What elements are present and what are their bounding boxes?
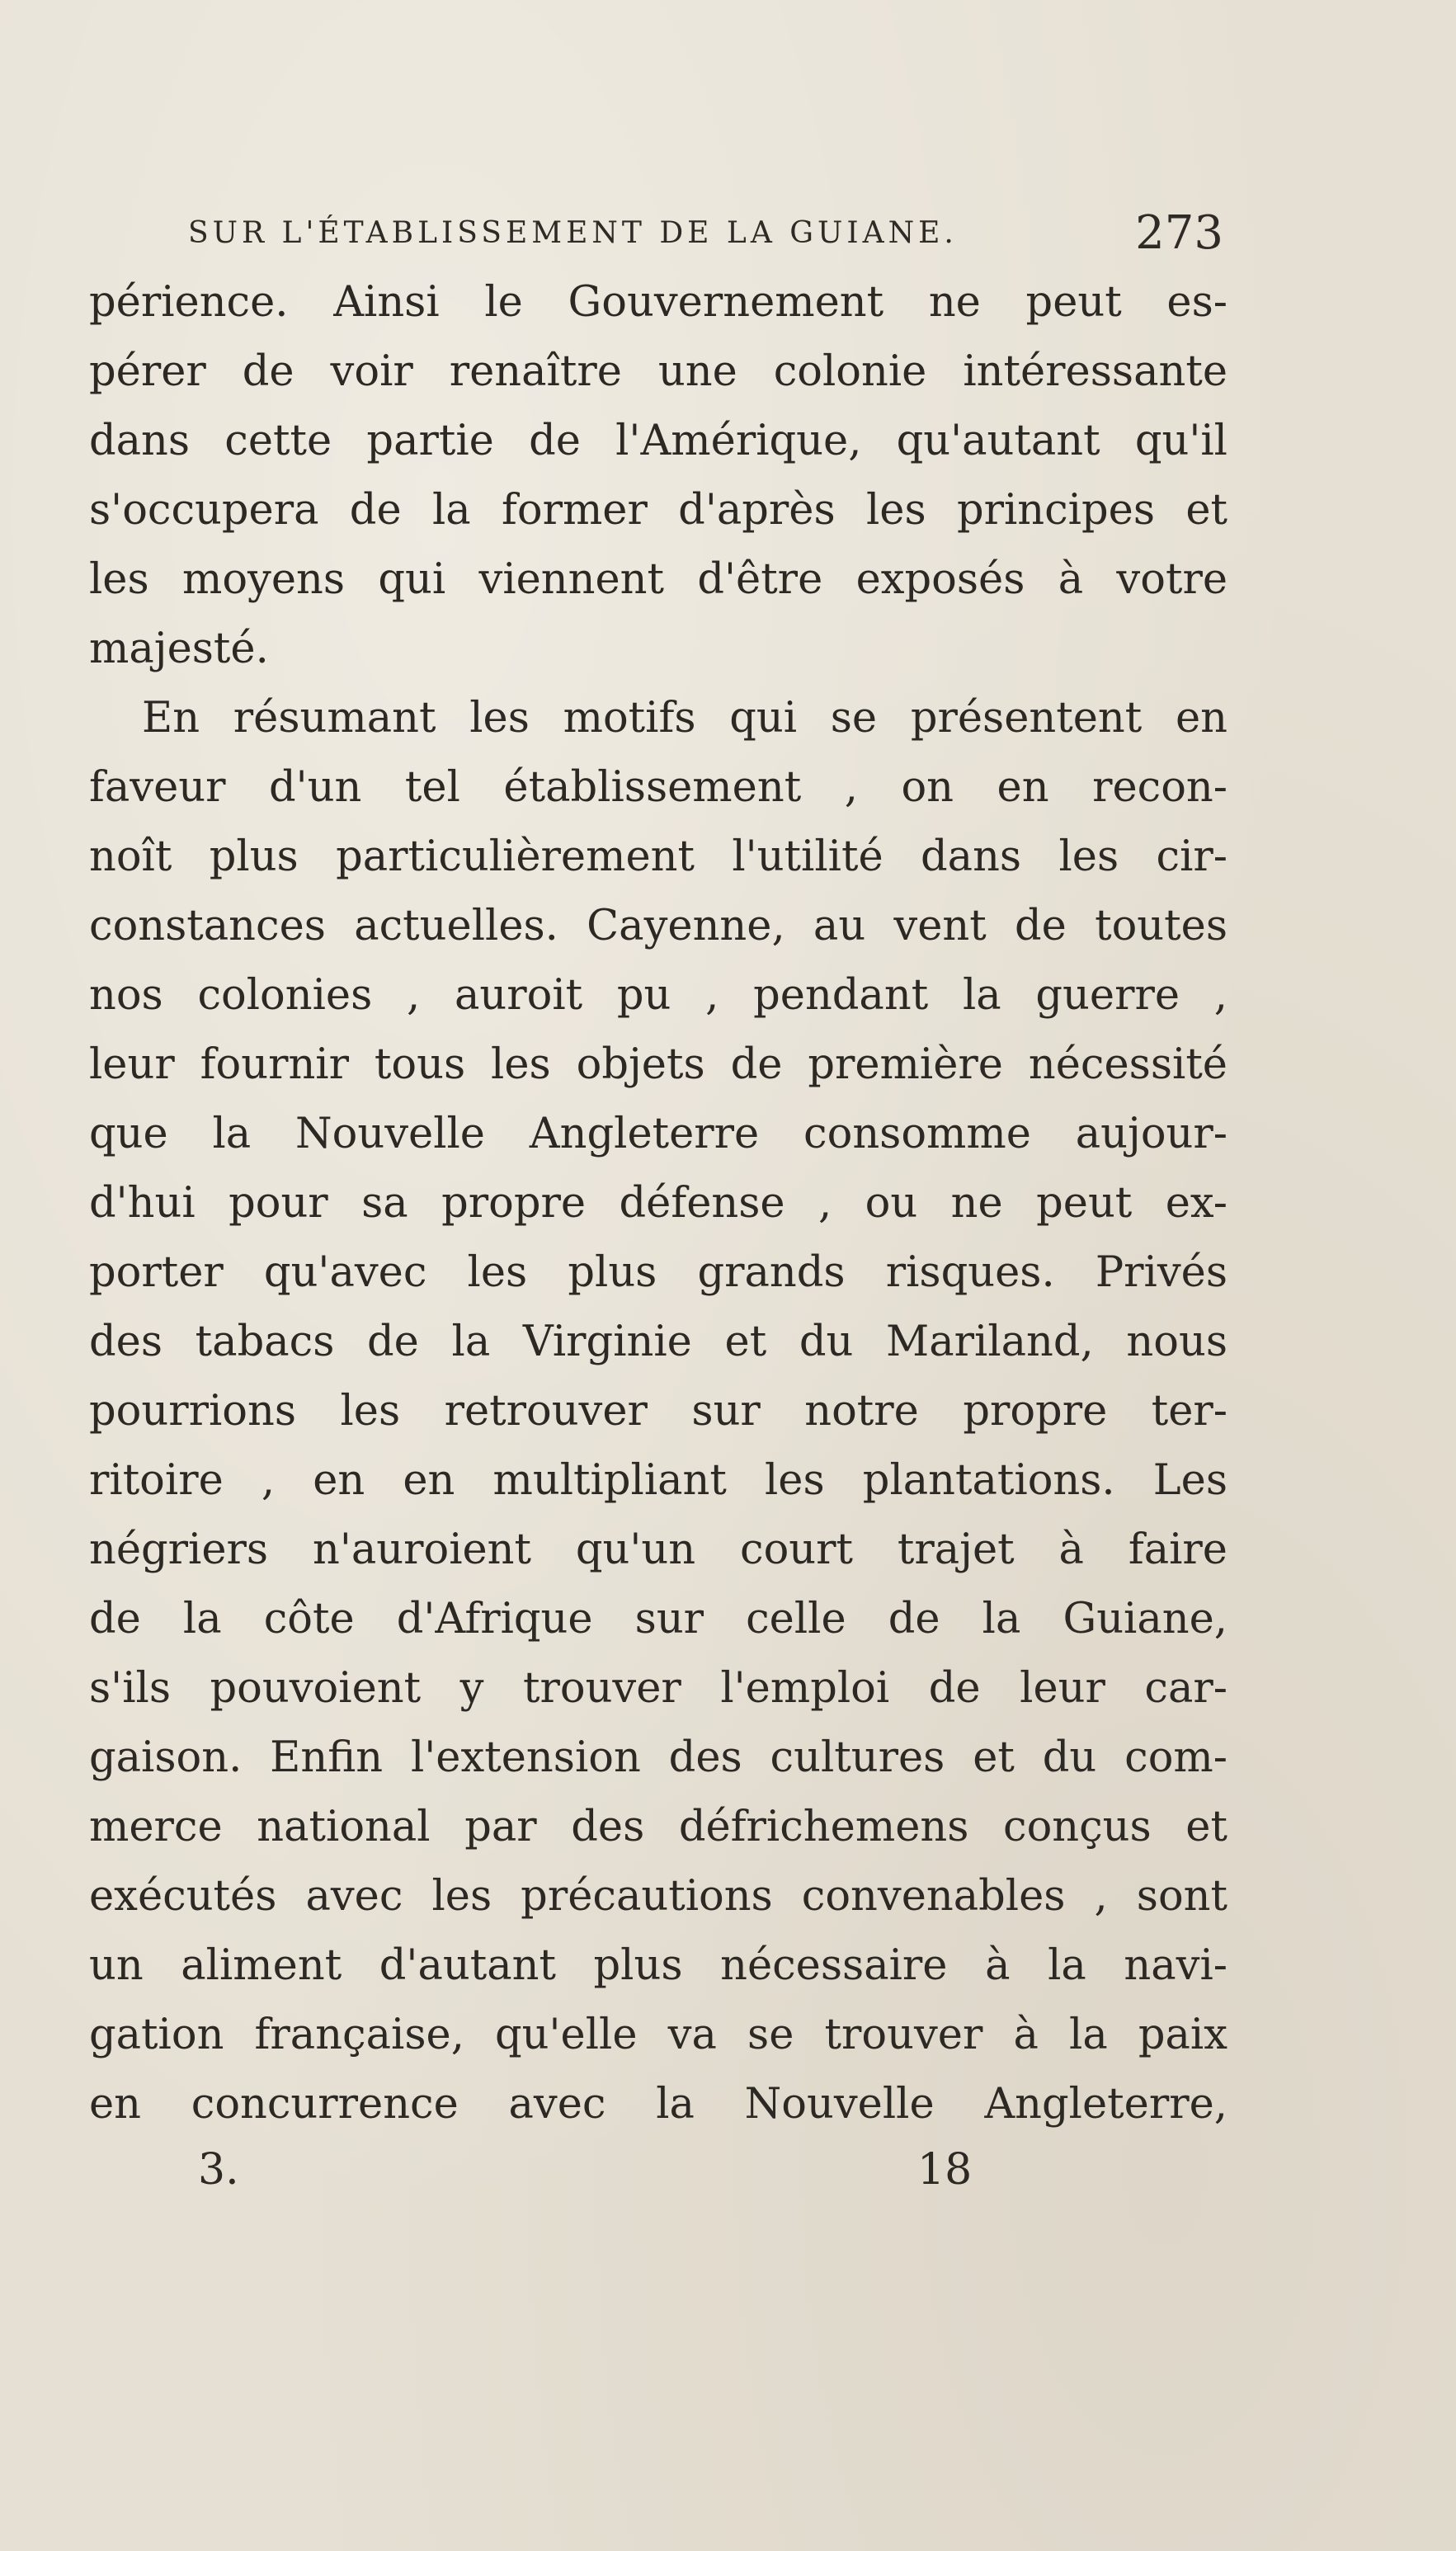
text-line: un aliment d'autant plus nécessaire à la navi-	[89, 1941, 1227, 1990]
text-line: périence. Ainsi le Gouvernement ne peut es-	[89, 278, 1227, 327]
running-head	[188, 206, 1223, 264]
text-line: de la côte d'Afrique sur celle de la Guiane,	[89, 1595, 1227, 1643]
text-line: ritoire , en en multipliant les plantations. Les	[89, 1456, 1227, 1505]
text-line: merce national par des défrichemens conçus et	[89, 1803, 1227, 1851]
text-line: pourrions les retrouver sur notre propre ter-	[89, 1387, 1227, 1436]
text-line: des tabacs de la Virginie et du Mariland, nous	[89, 1318, 1227, 1366]
sheet-signature: 18	[917, 2145, 973, 2195]
text-line: nos colonies , auroit pu , pendant la guerre ,	[89, 971, 1227, 1020]
body-text	[89, 268, 1227, 2139]
text-line: s'occupera de la former d'après les principes et	[89, 486, 1227, 535]
page-footer	[0, 2145, 1456, 2211]
text-line: noît plus particulièrement l'utilité dans les cir-	[89, 832, 1227, 881]
text-line: exécutés avec les précautions convenables , sont	[89, 1872, 1227, 1921]
text-line: leur fournir tous les objets de première nécessité	[89, 1040, 1227, 1089]
text-line: d'hui pour sa propre défense , ou ne peut ex-	[89, 1179, 1227, 1228]
text-line: que la Nouvelle Angleterre consomme aujour-	[89, 1110, 1227, 1158]
text-line: majesté.	[89, 625, 269, 673]
text-line: gation française, qu'elle va se trouver à la paix	[89, 2011, 1227, 2059]
text-line: En résumant les motifs qui se présentent en	[142, 694, 1227, 743]
page-number: 273	[1135, 206, 1223, 260]
text-line: gaison. Enfin l'extension des cultures et du com-	[89, 1733, 1227, 1782]
text-line: négriers n'auroient qu'un court trajet à faire	[89, 1525, 1227, 1574]
text-line: s'ils pouvoient y trouver l'emploi de leur car-	[89, 1664, 1227, 1713]
text-line: faveur d'un tel établissement , on en recon-	[89, 763, 1227, 812]
text-line: en concurrence avec la Nouvelle Angleterre,	[89, 2080, 1227, 2129]
text-line: pérer de voir renaître une colonie intéressante	[89, 347, 1227, 396]
text-line: constances actuelles. Cayenne, au vent de toutes	[89, 902, 1227, 950]
running-title: SUR L'ÉTABLISSEMENT DE LA GUIANE.	[188, 216, 958, 250]
volume-number: 3.	[198, 2145, 239, 2195]
text-line: porter qu'avec les plus grands risques. Privés	[89, 1248, 1227, 1297]
text-line: les moyens qui viennent d'être exposés à votre	[89, 555, 1227, 604]
text-line: dans cette partie de l'Amérique, qu'autant qu'il	[89, 417, 1227, 465]
